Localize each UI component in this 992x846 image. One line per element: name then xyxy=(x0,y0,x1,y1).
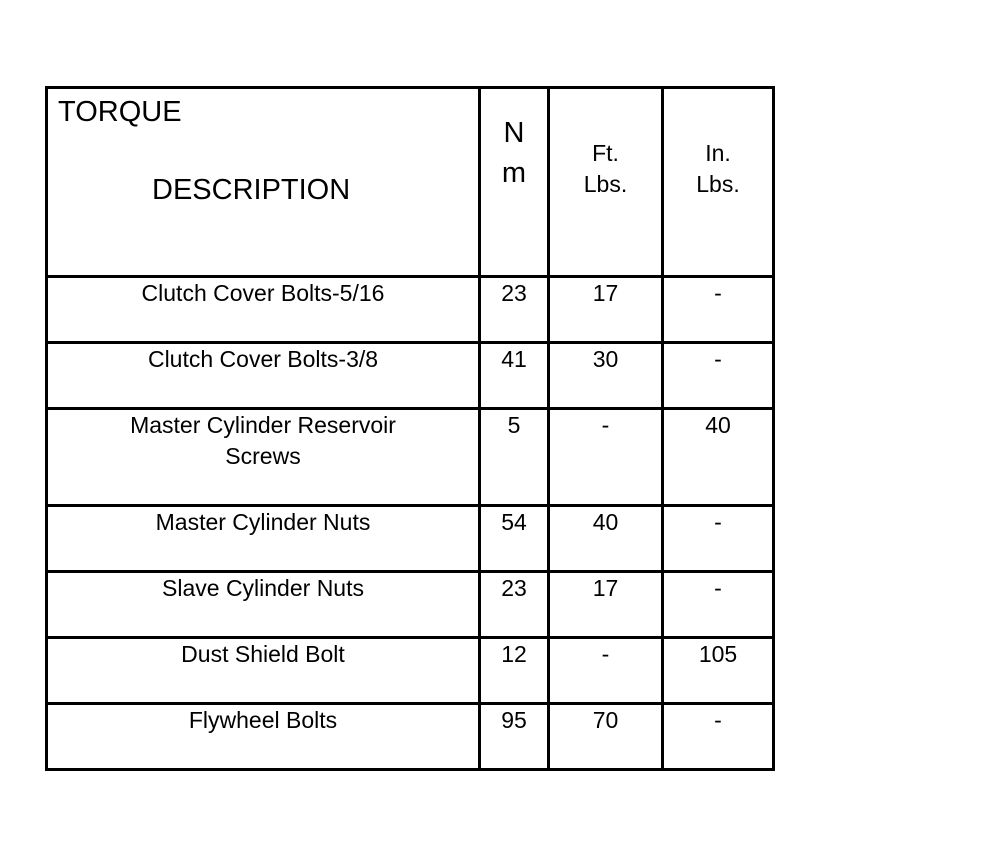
table-row xyxy=(47,572,774,638)
header-torque-label: TORQUE xyxy=(58,96,182,128)
torque-specification-table xyxy=(45,86,775,771)
header-description-label: DESCRIPTION xyxy=(152,174,351,206)
header-in-line1: In. xyxy=(705,140,731,166)
description-line2: Screws xyxy=(225,443,301,469)
ft-lbs-cell: 30 xyxy=(549,343,663,409)
header-ft-line1: Ft. xyxy=(592,140,619,166)
nm-cell: 95 xyxy=(480,704,549,770)
nm-cell: 41 xyxy=(480,343,549,409)
table-row xyxy=(47,277,774,343)
description-cell: Master Cylinder Nuts xyxy=(47,506,480,572)
header-in-lbs-cell xyxy=(663,88,774,277)
in-lbs-cell: 40 xyxy=(663,409,774,506)
header-nm-line2: m xyxy=(501,157,527,189)
nm-cell: 12 xyxy=(480,638,549,704)
table-header-row xyxy=(47,88,774,277)
in-lbs-cell: - xyxy=(663,704,774,770)
description-cell: Flywheel Bolts xyxy=(47,704,480,770)
ft-lbs-cell: - xyxy=(549,409,663,506)
header-in-line2: Lbs. xyxy=(696,171,740,197)
table-row xyxy=(47,638,774,704)
table-row xyxy=(47,704,774,770)
ft-lbs-cell: 70 xyxy=(549,704,663,770)
nm-cell: 23 xyxy=(480,572,549,638)
table-row xyxy=(47,343,774,409)
description-cell: Slave Cylinder Nuts xyxy=(47,572,480,638)
header-nm-cell xyxy=(480,88,549,277)
description-cell: Clutch Cover Bolts-3/8 xyxy=(47,343,480,409)
table-row xyxy=(47,409,774,506)
description-cell xyxy=(47,409,480,506)
in-lbs-cell: - xyxy=(663,572,774,638)
nm-cell: 5 xyxy=(480,409,549,506)
description-line1: Master Cylinder Reservoir xyxy=(130,412,396,438)
in-lbs-cell: - xyxy=(663,343,774,409)
in-lbs-cell: 105 xyxy=(663,638,774,704)
in-lbs-cell: - xyxy=(663,277,774,343)
header-ft-lbs-cell xyxy=(549,88,663,277)
nm-cell: 23 xyxy=(480,277,549,343)
in-lbs-cell: - xyxy=(663,506,774,572)
ft-lbs-cell: 17 xyxy=(549,572,663,638)
ft-lbs-cell: - xyxy=(549,638,663,704)
header-nm-line1: N xyxy=(503,117,525,149)
header-description-cell xyxy=(47,88,480,277)
header-ft-line2: Lbs. xyxy=(583,171,628,197)
description-cell: Clutch Cover Bolts-5/16 xyxy=(47,277,480,343)
nm-cell: 54 xyxy=(480,506,549,572)
ft-lbs-cell: 17 xyxy=(549,277,663,343)
table-row xyxy=(47,506,774,572)
description-cell: Dust Shield Bolt xyxy=(47,638,480,704)
ft-lbs-cell: 40 xyxy=(549,506,663,572)
